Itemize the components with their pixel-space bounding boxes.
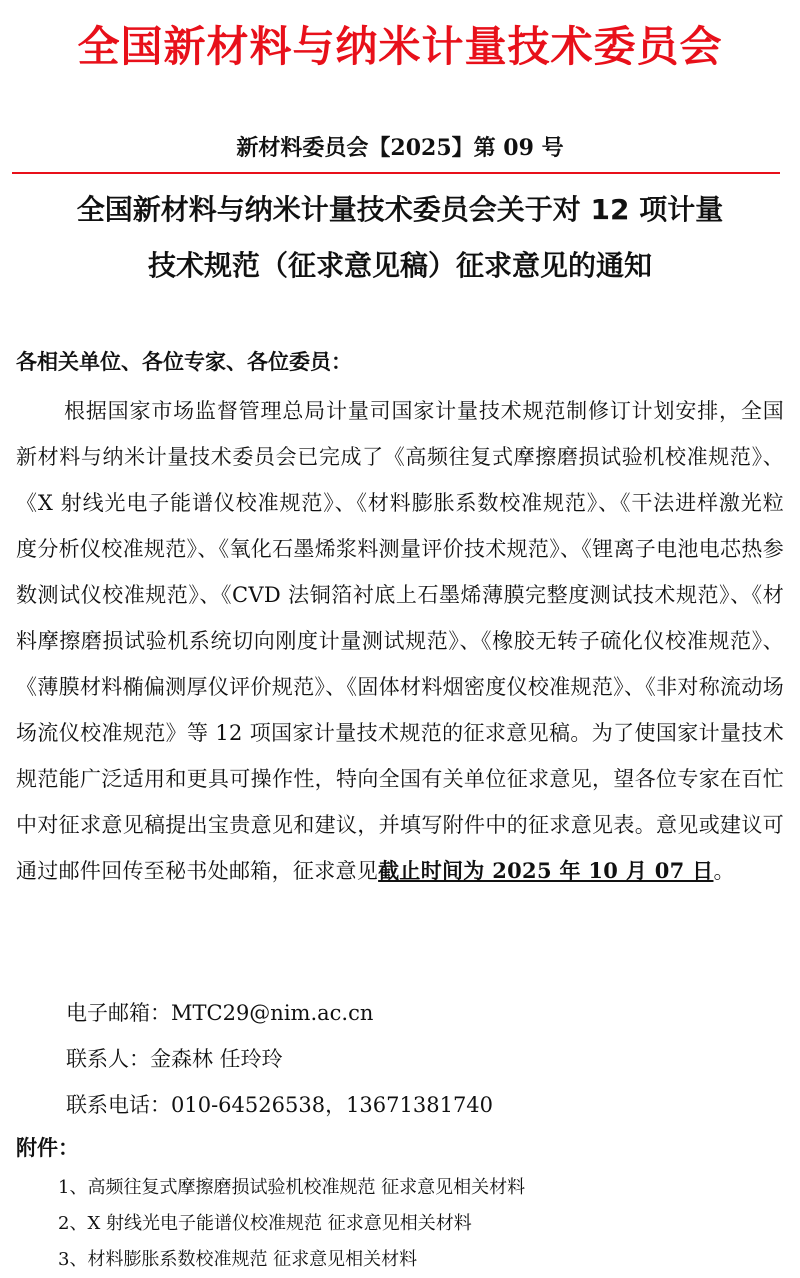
body-paragraph-end: 。	[713, 859, 735, 883]
notice-title	[0, 182, 800, 294]
body-paragraph	[16, 388, 784, 894]
contact-persons: 联系人：金森林 任玲玲	[66, 1047, 283, 1071]
attachment-item: 1、高频往复式摩擦磨损试验机校准规范 征求意见相关材料	[58, 1177, 526, 1198]
salutation: 各相关单位、各位专家、各位委员：	[16, 350, 352, 374]
attachment-item: 2、X 射线光电子能谱仪校准规范 征求意见相关材料	[58, 1213, 472, 1234]
attachments-list	[58, 1170, 525, 1278]
contact-phone: 联系电话：010-64526538，13671381740	[66, 1093, 494, 1117]
organization-header: 全国新材料与纳米计量技术委员会	[77, 22, 723, 71]
attachments-heading: 附件：	[16, 1136, 79, 1160]
contact-email: 电子邮箱：MTC29@nim.ac.cn	[66, 1001, 374, 1025]
red-divider-line	[12, 172, 780, 174]
notice-title-line-1: 全国新材料与纳米计量技术委员会关于对 12 项计量	[76, 193, 724, 226]
body-paragraph-text: 根据国家市场监督管理总局计量司国家计量技术规范制修订计划安排，全国新材料与纳米计量技术委员会已完成了《高频往复式摩擦磨损试验机校准规范》、《X 射线光电子能谱仪校准规范》、《材料膨胀系数校准规范》、《干法进样激光粒度分析仪校准规范》、《氧化石墨烯浆料测量评价技术规范》、《锂离子电池电芯热参数测试仪校准规范》、《CVD 法铜箔衬底上石墨烯薄膜完整度测试技术规范》、《材料摩擦磨损试验机系统切向刚度计量测试规范》、《橡胶无转子硫化仪校准规范》、《薄膜材料椭偏测厚仪评价规范》、《固体材料烟密度仪校准规范》、《非对称流动场场流仪校准规范》等 12 项国家计量技术规范的征求意见稿。为了使国家计量技术规范能广泛适用和更具可操作性，特向全国有关单位征求意见，望各位专家在百忙中对征求意见稿提出宝贵意见和建议，并填写附件中的征求意见表。意见或建议可通过邮件回传至秘书处邮箱，征求意见	[16, 399, 784, 883]
attachment-item: 3、材料膨胀系数校准规范 征求意见相关材料	[58, 1249, 418, 1270]
notice-title-line-2: 技术规范（征求意见稿）征求意见的通知	[147, 249, 652, 282]
deadline-text: 截止时间为 2025 年 10 月 07 日	[378, 858, 714, 883]
document-number: 新材料委员会【2025】第 09 号	[236, 135, 564, 161]
